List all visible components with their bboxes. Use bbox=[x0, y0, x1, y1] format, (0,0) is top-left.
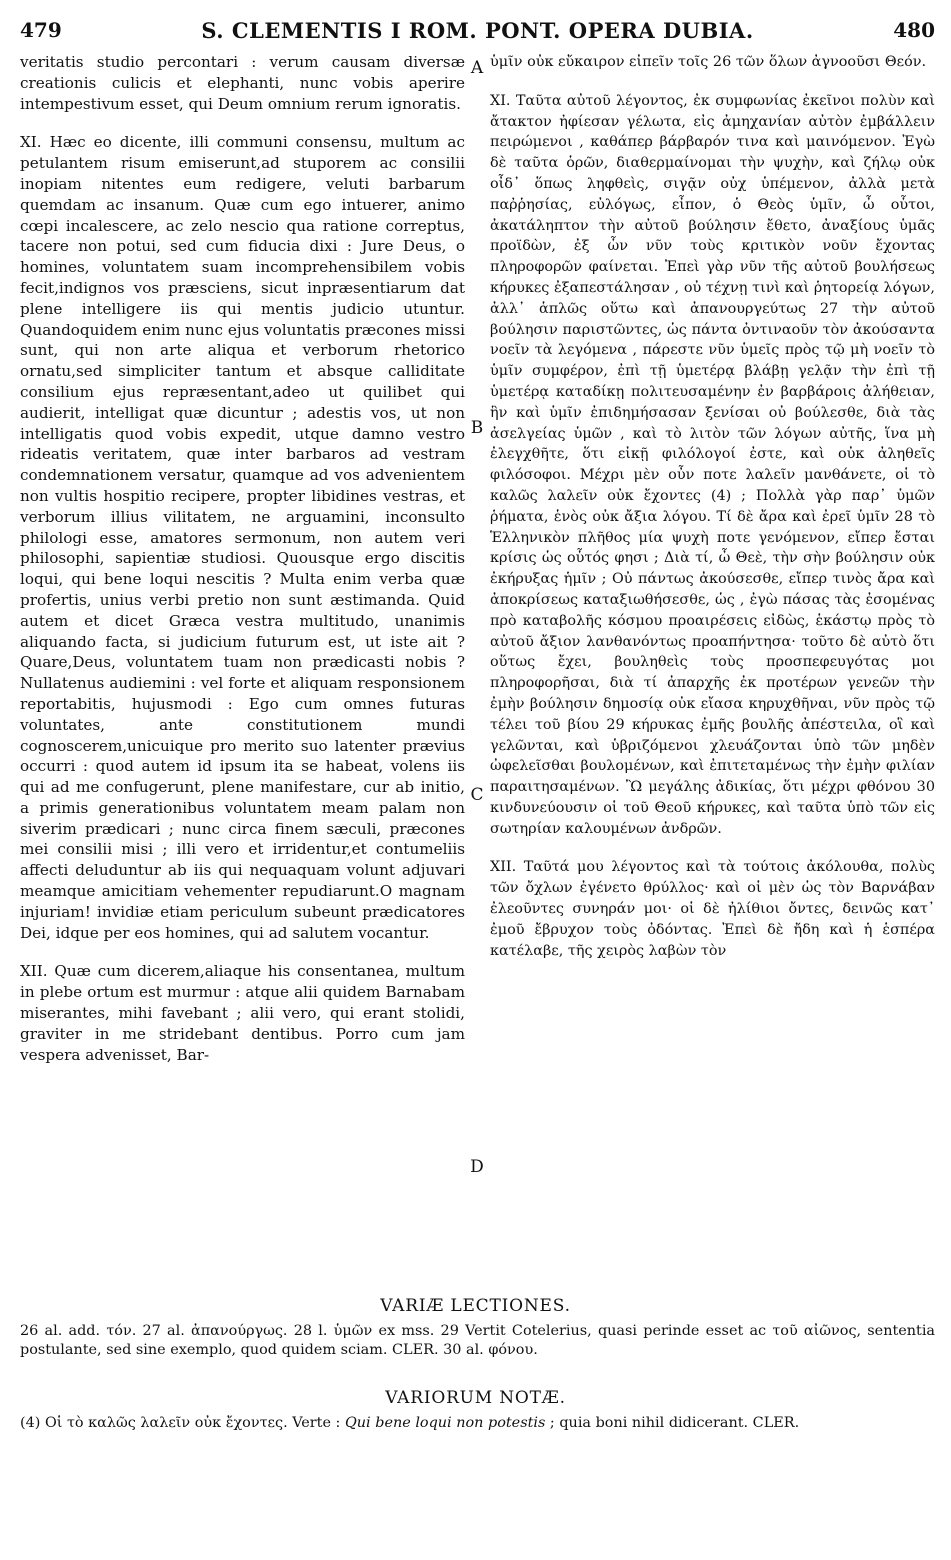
variorum-note-suffix: ; quia boni nihil didicerant. CLER. bbox=[545, 1415, 800, 1431]
running-title: S. CLEMENTIS I ROM. PONT. OPERA DUBIA. bbox=[201, 18, 754, 43]
variae-lectiones-text: 26 al. add. τόν. 27 al. ἀπανούργως. 28 l. ὑμῶν ex mss. 29 Vertit Cotelerius, quasi perinde esset ac τοῦ αἰῶνος, sententia postulante, sed sine exemplo, quod quidem sciam. CLER. 30 al. φόνου. bbox=[20, 1323, 935, 1358]
latin-column bbox=[20, 52, 465, 1065]
greek-column bbox=[490, 52, 935, 961]
margin-letter-c: C bbox=[470, 785, 484, 805]
running-header bbox=[20, 18, 935, 48]
margin-letter-a: A bbox=[470, 58, 484, 78]
greek-paragraph-xii: XII. Ταῦτά μου λέγοντος καὶ τὰ τούτοις ἀκόλουθα, πολὺς τῶν ὄχλων ἐγένετο θρύλλος· καὶ οἱ μὲν ὡς τὸν Βαρνάβαν ἐλεοῦντες συνηράν μοι· οἱ δὲ ἠλίθιοι ὄντες, δεινῶς κατ᾽ ἐμοῦ ἔβρυχον τοὺς ὀδόντας. Ἐπεὶ δὲ ἤδη καὶ ἡ ἑσπέρα κατέλαβε, τῆς χειρὸς λαβὼν τὸν bbox=[490, 859, 935, 959]
left-page-number: 479 bbox=[20, 18, 62, 42]
margin-letter-d: D bbox=[470, 1157, 484, 1177]
variorum-note-italic: Qui bene loqui non potestis bbox=[344, 1415, 546, 1431]
variorum-notae-text bbox=[20, 1414, 935, 1433]
latin-paragraph-xii: XII. Quæ cum dicerem,aliaque his consentanea, multum in plebe ortum est murmur : atque alii quidem Barnabam miserantes, mihi favebant ; alii vero, qui erant stolidi, graviter in me stridebant dentibus. Porro cum jam vespera advenisset, Bar- bbox=[20, 962, 465, 1064]
variae-lectiones-title: VARIÆ LECTIONES. bbox=[380, 1296, 571, 1316]
variae-lectiones-notes bbox=[20, 1322, 935, 1360]
variorum-notae-notes bbox=[20, 1414, 935, 1433]
latin-paragraph-xi: XI. Hæc eo dicente, illi communi consensu, multum ac petulantem risum emiserunt,ad stuporem ac consilii inopiam nitentes eum redigere, veluti barbarum quemdam ac insanum. Quæ cum ego intuerer, animo cœpi incalescere, ac zelo nescio qua ratione correptus, tacere non potui, sed cum fiducia dixi : Jure Deus, o homines, voluntatem suam incomprehensibilem vobis fecit,indignos vos præsciens, sicut inpræsentiarum dat plene intelligere iis qui mentis judicio utuntur. Quandoquidem enim nunc ejus voluntatis præcones missi sunt, qui non arte aliqua et verborum rhetorico ornatu,sed simpliciter tantum et absque calliditate consilium ejus repræsentant,adeo ut quilibet qui audierit, intelligat quæ dicuntur ; adestis vos, ut non intelligatis quod vobis expedit, utque damno vestro rideatis veritatem, quæ inter barbaros ad vestram condemnationem versatur, quamque ad vos advenientem non vultis hospitio recipere, propter libidines vestras, et verborum illius vilitatem, ne arguamini, inconsulto philologi esse, amatores sermonum, non autem veri philosophi, sapientiæ studiosi. Quousque ergo discitis loqui, qui bene loqui nescitis ? Multa enim verba quæ profertis, unius verbi pretio non sunt æstimanda. Quid autem et dicet Græca vestra multitudo, unanimis aliquando facta, si judicium futurum est, ut iste ait ?Quare,Deus, voluntatem tuam non prædicasti nobis ? Nullatenus audiemini : vel forte et aliquam responsionem reportabitis, hujusmodi : Ego cum omnes futuras voluntates, ante constitutionem mundi cognoscerem,unicuique pro merito suo latenter prævius occurri : quod autem id ipsum ita se habeat, volens iis qui ad me confugerunt, plene manifestare, cur ab initio, a primis generationibus voluntatem meam palam non siverim prædicari ; nunc circa finem sæculi, præcones mei consilii misi ; illi vero et irridentur,et contumeliis affecti deluduntur ab iis qui nequaquam volunt adjuvari meamque amicitiam vehementer repudiarunt.O magnam injuriam! invidiæ etiam periculum subeunt prædicatores Dei, idque per eos homines, qui ad salutem vocantur. bbox=[20, 133, 465, 942]
margin-letter-b: B bbox=[470, 418, 484, 438]
variorum-notae-title: VARIORUM NOTÆ. bbox=[385, 1388, 566, 1408]
latin-paragraph-intro: veritatis studio percontari : verum causam diversæ creationis culicis et elephanti, nunc vobis aperire intempestivum esset, qui Deum omnium rerum ignoratis. bbox=[20, 53, 465, 113]
right-page-number: 480 bbox=[893, 18, 935, 42]
greek-paragraph-intro: ὑμῖν οὐκ εὔκαιρον εἰπεῖν τοῖς 26 τῶν ὅλων ἀγνοοῦσι Θεόν. bbox=[490, 54, 927, 70]
greek-paragraph-xi: XI. Ταῦτα αὐτοῦ λέγοντος, ἐκ συμφωνίας ἐκεῖνοι πολὺν καὶ ἄτακτον ἠφίεσαν γέλωτα, εἰς ἀμηχανίαν αὐτὸν ἐμβάλλειν πειρώμενοι , καθάπερ βάρβαρόν τινα καὶ μαινόμενον. Ἐγὼ δὲ ταῦτα ὁρῶν, διαθερμαίνομαι τὴν ψυχὴν, καὶ ζήλῳ οὐκ οἶδ᾽ ὅπως ληφθεὶς, σιγᾷν οὐχ ὑπέμενον, ἀλλὰ μετὰ παῤῥησίας, εὐλόγως, εἶπον, ὁ Θεὸς ὑμῖν, ὦ οὗτοι, ἀκατάληπτον τὴν αὐτοῦ βούλησιν ἔθετο, ἀναξίους ὑμᾶς προϊδὼν, ἐξ ὧν νῦν τοὺς κριτικὸν νοῦν ἔχοντας πληροφορῶν φαίνεται. Ἐπεὶ γὰρ νῦν τῆς αὐτοῦ βουλήσεως κήρυκες ἐξαπεστάλησαν , οὐ τέχνῃ τινὶ καὶ ῥητορείᾳ λόγων, ἀλλ᾽ ἁπλῶς οὕτω καὶ ἀπανουργεύτως 27 τὴν αὐτοῦ βούλησιν παριστῶντες, ὡς πάντα ὀντιναοῦν τὸν ἀκούσαντα νοεῖν τὰ λεγόμενα , πάρεστε νῦν ὑμεῖς πρὸς τῷ μὴ νοεῖν τὸ ὑμῖν συμφέρον, ἐπὶ τῇ ὑμετέρᾳ βλάβῃ γελᾷν τὴν ἐπὶ τῇ ὑμετέρᾳ καταδίκῃ πολιτευσαμένην ἐν βαρβάροις ἀλήθειαν, ἣν καὶ ὑμῖν ἐπιδημήσασαν ξενίσαι οὐ βούλεσθε, διὰ τὰς ἀσελγείας ὑμῶν , καὶ τὸ λιτὸν τῶν λόγων αὐτῆς, ἵνα μὴ ἐλεγχθῆτε, ὅτι εἰκῇ φιλόλογοί ἐστε, καὶ οὐκ ἀληθεῖς φιλόσοφοι. Μέχρι μὲν οὖν ποτε λαλεῖν μανθάνετε, οἱ τὸ καλῶς λαλεῖν οὐκ ἔχοντες (4) ; Πολλὰ γὰρ παρ᾽ ὑμῶν ῥήματα, ἑνὸς οὐκ ἄξια λόγου. Τί δὲ ἄρα καὶ ἐρεῖ ὑμῖν 28 τὸ Ἑλληνικὸν πλῆθος μία ψυχὴ ποτε γενόμενον, εἴπερ ἔσται κρίσις ὡς οὗτός φησι ; Διὰ τί, ὦ Θεὲ, τὴν σὴν βούλησιν οὐκ ἐκήρυξας ἡμῖν ; Οὐ πάντως ἀκούσεσθε, εἴπερ τινὸς ἄρα καὶ ἀποκρίσεως καταξιωθήσεσθε, ὡς , ἐγὼ πάσας τὰς ἐσομένας πρὸ καταβολῆς κόσμου προαιρέσεις εἰδὼς, ἑκάστῳ πρὸς τὸ αὐτοῦ ἄξιον λανθανόντως προαπήντησα· τοῦτο δὲ αὐτὸ ὅτι οὕτως ἔχει, βουληθεὶς τοὺς προσπεφευγότας μοι πληροφορῆσαι, διὰ τί ἀπαρχῆς ἐκ προτέρων γενεῶν τὴν ἐμὴν βούλησιν δημοσίᾳ οὐκ εἴασα κηρυχθῆναι, νῦν πρὸς τῷ τέλει τοῦ βίου 29 κήρυκας ἐμῆς βουλῆς ἀπέστειλα, οἳ καὶ γελῶνται, καὶ ὑβριζόμενοι χλευάζονται ὑπὸ τῶν μηδὲν ὠφελεῖσθαι βουλομένων, καὶ ἐπιτεταμένως τὴν ἐμὴν φιλίαν παραιτησαμένων. Ὢ μεγάλης ἀδικίας, ὅτι μέχρι φθόνου 30 κινδυνεύουσιν οἱ τοῦ Θεοῦ κήρυκες, καὶ ταῦτα ὑπὸ τῶν εἰς σωτηρίαν καλουμένων ἀνδρῶν. bbox=[490, 92, 935, 837]
variorum-note-prefix: (4) Οἱ τὸ καλῶς λαλεῖν οὐκ ἔχοντες. Verte : bbox=[20, 1415, 345, 1431]
